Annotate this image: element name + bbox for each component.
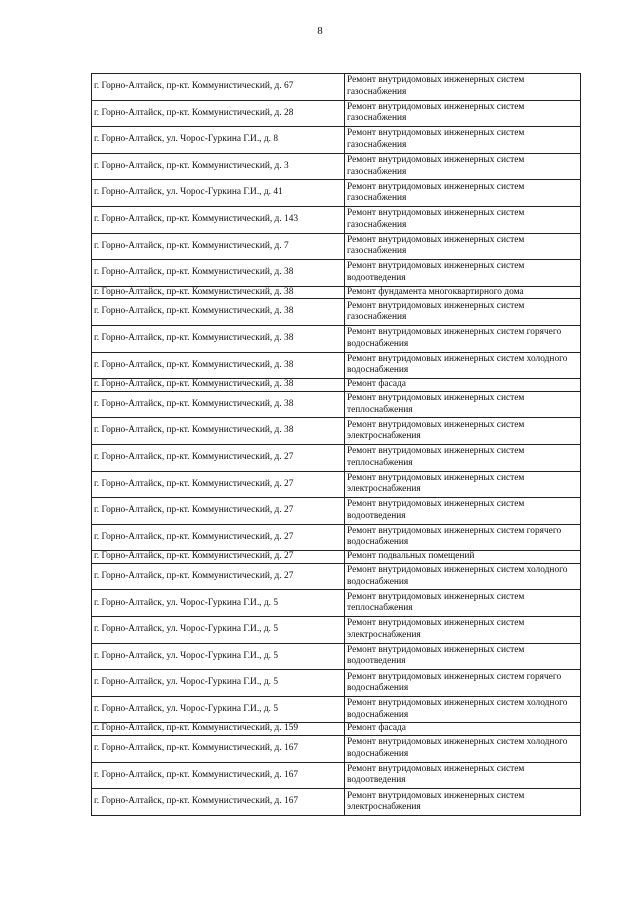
- address-cell: г. Горно-Алтайск, пр-кт. Коммунистический, д. 27: [92, 471, 345, 498]
- address-cell: г. Горно-Алтайск, пр-кт. Коммунистический, д. 38: [92, 418, 345, 445]
- address-cell: г. Горно-Алтайск, пр-кт. Коммунистический, д. 3: [92, 153, 345, 180]
- work-type-cell: Ремонт внутридомовых инженерных систем электроснабжения: [345, 418, 581, 445]
- address-cell: г. Горно-Алтайск, пр-кт. Коммунистический, д. 167: [92, 789, 345, 816]
- address-cell: г. Горно-Алтайск, пр-кт. Коммунистический, д. 38: [92, 352, 345, 379]
- address-cell: г. Горно-Алтайск, пр-кт. Коммунистический, д. 159: [92, 723, 345, 736]
- address-cell: г. Горно-Алтайск, пр-кт. Коммунистический, д. 27: [92, 498, 345, 525]
- address-cell: г. Горно-Алтайск, пр-кт. Коммунистический, д. 143: [92, 206, 345, 233]
- table-row: [92, 352, 581, 379]
- address-cell: г. Горно-Алтайск, ул. Чорос-Гуркина Г.И., д. 5: [92, 590, 345, 617]
- work-type-cell: Ремонт внутридомовых инженерных систем холодного водоснабжения: [345, 696, 581, 723]
- table-row: [92, 789, 581, 816]
- address-cell: г. Горно-Алтайск, ул. Чорос-Гуркина Г.И., д. 41: [92, 180, 345, 207]
- address-cell: г. Горно-Алтайск, пр-кт. Коммунистический, д. 38: [92, 325, 345, 352]
- table-row: [92, 444, 581, 471]
- table-row: [92, 325, 581, 352]
- table-row: [92, 286, 581, 299]
- table-row: [92, 233, 581, 260]
- work-type-cell: Ремонт внутридомовых инженерных систем электроснабжения: [345, 617, 581, 644]
- work-type-cell: Ремонт внутридомовых инженерных систем холодного водоснабжения: [345, 352, 581, 379]
- table-row: [92, 418, 581, 445]
- work-type-cell: Ремонт внутридомовых инженерных систем газоснабжения: [345, 74, 581, 101]
- work-type-cell: Ремонт внутридомовых инженерных систем холодного водоснабжения: [345, 563, 581, 590]
- address-cell: г. Горно-Алтайск, ул. Чорос-Гуркина Г.И., д. 8: [92, 127, 345, 154]
- work-type-cell: Ремонт внутридомовых инженерных систем газоснабжения: [345, 233, 581, 260]
- work-type-cell: Ремонт внутридомовых инженерных систем газоснабжения: [345, 100, 581, 127]
- work-type-cell: Ремонт внутридомовых инженерных систем газоснабжения: [345, 153, 581, 180]
- repair-works-table: [91, 73, 581, 816]
- table-row: [92, 260, 581, 287]
- address-cell: г. Горно-Алтайск, пр-кт. Коммунистический, д. 7: [92, 233, 345, 260]
- table-row: [92, 723, 581, 736]
- work-type-cell: Ремонт внутридомовых инженерных систем горячего водоснабжения: [345, 670, 581, 697]
- address-cell: г. Горно-Алтайск, пр-кт. Коммунистический, д. 38: [92, 286, 345, 299]
- table-row: [92, 299, 581, 326]
- table-row: [92, 551, 581, 564]
- work-type-cell: Ремонт внутридомовых инженерных систем теплоснабжения: [345, 590, 581, 617]
- work-type-cell: Ремонт внутридомовых инженерных систем газоснабжения: [345, 206, 581, 233]
- table-row: [92, 74, 581, 101]
- work-type-cell: Ремонт внутридомовых инженерных систем электроснабжения: [345, 471, 581, 498]
- address-cell: г. Горно-Алтайск, ул. Чорос-Гуркина Г.И., д. 5: [92, 643, 345, 670]
- page-number: 8: [317, 25, 323, 37]
- address-cell: г. Горно-Алтайск, пр-кт. Коммунистический, д. 167: [92, 762, 345, 789]
- work-type-cell: Ремонт внутридомовых инженерных систем водоотведения: [345, 498, 581, 525]
- address-cell: г. Горно-Алтайск, пр-кт. Коммунистический, д. 27: [92, 444, 345, 471]
- table-row: [92, 670, 581, 697]
- table-row: [92, 100, 581, 127]
- table-row: [92, 762, 581, 789]
- table-row: [92, 590, 581, 617]
- table-row: [92, 391, 581, 418]
- work-type-cell: Ремонт фасада: [345, 723, 581, 736]
- work-type-cell: Ремонт внутридомовых инженерных систем электроснабжения: [345, 789, 581, 816]
- work-type-cell: Ремонт фасада: [345, 379, 581, 392]
- table-row: [92, 617, 581, 644]
- table-row: [92, 696, 581, 723]
- work-type-cell: Ремонт внутридомовых инженерных систем водоотведения: [345, 260, 581, 287]
- work-type-cell: Ремонт внутридомовых инженерных систем холодного водоснабжения: [345, 736, 581, 763]
- work-type-cell: Ремонт подвальных помещений: [345, 551, 581, 564]
- address-cell: г. Горно-Алтайск, пр-кт. Коммунистический, д. 27: [92, 524, 345, 551]
- work-type-cell: Ремонт внутридомовых инженерных систем теплоснабжения: [345, 391, 581, 418]
- work-type-cell: Ремонт внутридомовых инженерных систем горячего водоснабжения: [345, 325, 581, 352]
- work-type-cell: Ремонт внутридомовых инженерных систем газоснабжения: [345, 299, 581, 326]
- address-cell: г. Горно-Алтайск, ул. Чорос-Гуркина Г.И., д. 5: [92, 670, 345, 697]
- table-row: [92, 643, 581, 670]
- table-row: [92, 524, 581, 551]
- work-type-cell: Ремонт внутридомовых инженерных систем газоснабжения: [345, 180, 581, 207]
- work-type-cell: Ремонт внутридомовых инженерных систем горячего водоснабжения: [345, 524, 581, 551]
- table-row: [92, 180, 581, 207]
- address-cell: г. Горно-Алтайск, пр-кт. Коммунистический, д. 27: [92, 551, 345, 564]
- table-row: [92, 471, 581, 498]
- address-cell: г. Горно-Алтайск, пр-кт. Коммунистический, д. 28: [92, 100, 345, 127]
- table-row: [92, 206, 581, 233]
- work-type-cell: Ремонт внутридомовых инженерных систем водоотведения: [345, 762, 581, 789]
- address-cell: г. Горно-Алтайск, пр-кт. Коммунистический, д. 38: [92, 391, 345, 418]
- address-cell: г. Горно-Алтайск, пр-кт. Коммунистический, д. 27: [92, 563, 345, 590]
- table-row: [92, 379, 581, 392]
- table-row: [92, 153, 581, 180]
- address-cell: г. Горно-Алтайск, пр-кт. Коммунистический, д. 167: [92, 736, 345, 763]
- table-row: [92, 127, 581, 154]
- address-cell: г. Горно-Алтайск, пр-кт. Коммунистический, д. 38: [92, 260, 345, 287]
- address-cell: г. Горно-Алтайск, пр-кт. Коммунистический, д. 67: [92, 74, 345, 101]
- address-cell: г. Горно-Алтайск, ул. Чорос-Гуркина Г.И., д. 5: [92, 696, 345, 723]
- table-body: [92, 74, 581, 816]
- table-row: [92, 736, 581, 763]
- work-type-cell: Ремонт внутридомовых инженерных систем водоотведения: [345, 643, 581, 670]
- work-type-cell: Ремонт внутридомовых инженерных систем теплоснабжения: [345, 444, 581, 471]
- address-cell: г. Горно-Алтайск, пр-кт. Коммунистический, д. 38: [92, 299, 345, 326]
- table-row: [92, 563, 581, 590]
- work-type-cell: Ремонт фундамента многоквартирного дома: [345, 286, 581, 299]
- work-type-cell: Ремонт внутридомовых инженерных систем газоснабжения: [345, 127, 581, 154]
- table-row: [92, 498, 581, 525]
- address-cell: г. Горно-Алтайск, ул. Чорос-Гуркина Г.И., д. 5: [92, 617, 345, 644]
- address-cell: г. Горно-Алтайск, пр-кт. Коммунистический, д. 38: [92, 379, 345, 392]
